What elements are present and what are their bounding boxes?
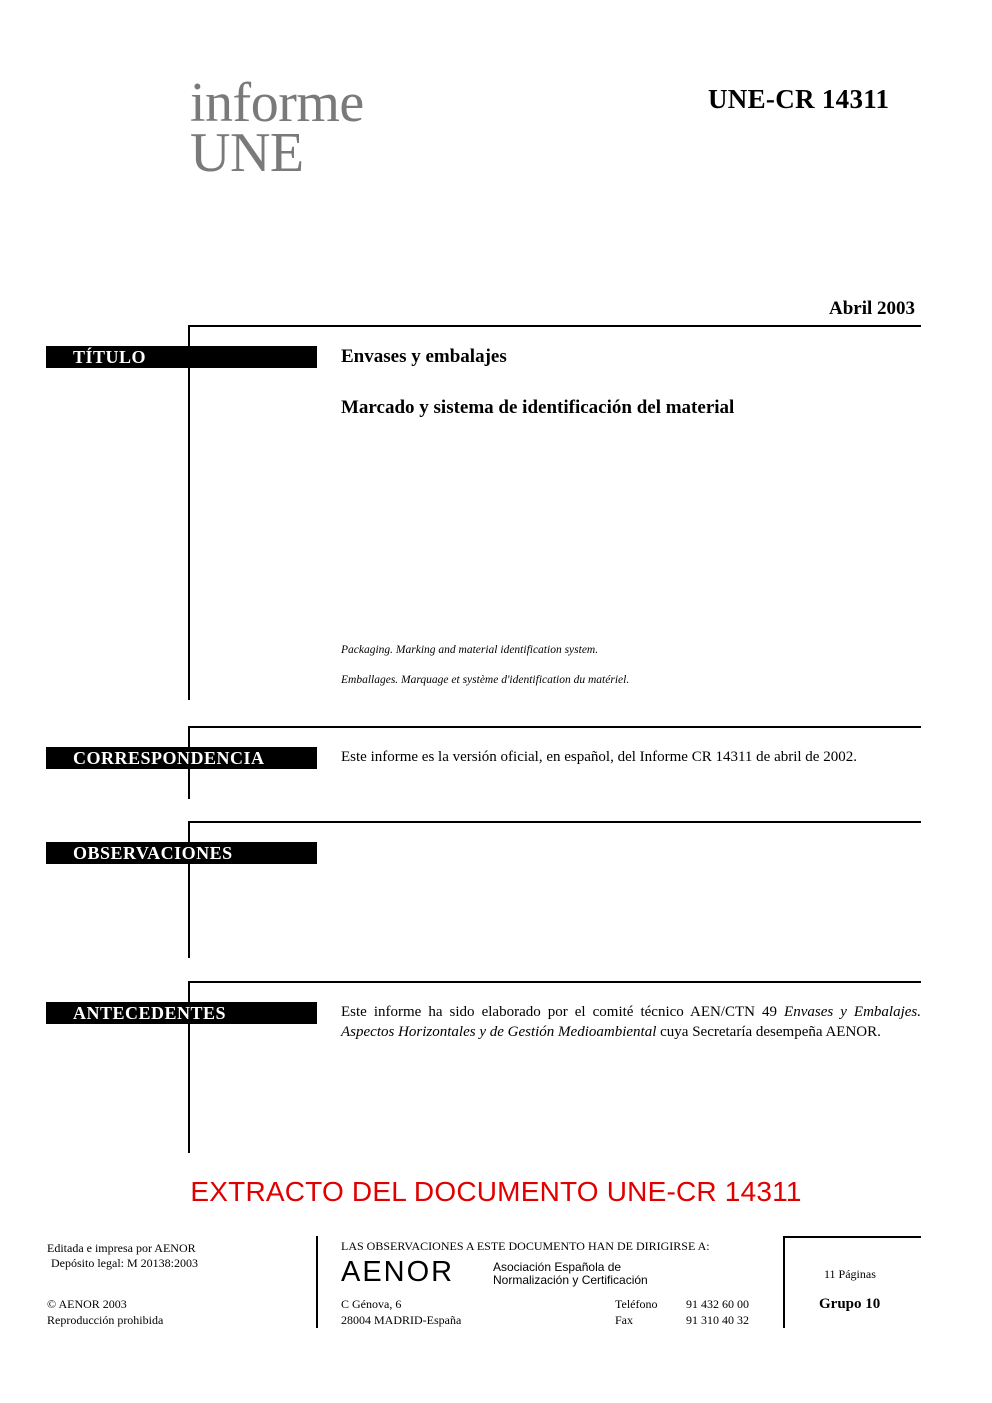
edited-by: Editada e impresa por AENOR	[47, 1241, 196, 1255]
divider-correspondencia	[188, 726, 921, 728]
correspondencia-text: Este informe es la versión oficial, en español, del Informe CR 14311 de abril de 2002.	[341, 749, 857, 765]
brand-line-une: UNE	[190, 122, 304, 184]
copyright: © AENOR 2003	[47, 1297, 127, 1311]
section-label-observaciones: OBSERVACIONES	[46, 842, 317, 864]
title-french: Emballages. Marquage et système d'identification du matériel.	[341, 674, 630, 686]
antecedentes-text	[341, 1002, 921, 1042]
fax-number: 91 310 40 32	[686, 1313, 749, 1327]
committee-name: Envases y Embalajes. Aspectos Horizontales y de Gestión Medioambiental	[341, 1004, 921, 1040]
address-street: C Génova, 6	[341, 1297, 402, 1311]
publication-date: Abril 2003	[829, 298, 916, 319]
frame-line-titulo	[188, 325, 190, 700]
divider-titulo	[188, 325, 921, 327]
divider-observaciones	[188, 821, 921, 823]
title-sub: Marcado y sistema de identificación del material	[341, 397, 735, 418]
document-number: UNE-CR 14311	[708, 84, 890, 114]
divider-antecedentes	[188, 981, 921, 983]
title-english: Packaging. Marking and material identification system.	[341, 644, 599, 656]
aenor-logo: AENOR	[341, 1256, 455, 1288]
page-count: 11 Páginas	[824, 1267, 876, 1281]
report-brand	[190, 72, 364, 184]
organization-name-line2: Normalización y Certificación	[493, 1273, 648, 1287]
section-label-titulo: TÍTULO	[46, 346, 317, 368]
section-label-antecedentes: ANTECEDENTES	[46, 1002, 317, 1024]
address-city: 28004 MADRID-España	[341, 1313, 462, 1327]
section-label-correspondencia: CORRESPONDENCIA	[46, 747, 317, 769]
reproduction-notice: Reproducción prohibida	[47, 1313, 164, 1327]
footer-divider-left	[316, 1236, 318, 1328]
price-group: Grupo 10	[819, 1296, 881, 1312]
footer-box-top	[783, 1236, 921, 1238]
fax-label: Fax	[615, 1313, 633, 1327]
title-main: Envases y embalajes	[341, 346, 507, 367]
organization-name-line1: Asociación Española de	[493, 1260, 622, 1274]
antecedentes-text-end: cuya Secretaría desempeña AENOR.	[656, 1024, 881, 1040]
legal-deposit: Depósito legal: M 20138:2003	[51, 1256, 198, 1270]
observations-heading: LAS OBSERVACIONES A ESTE DOCUMENTO HAN DE DIRIGIRSE A:	[341, 1239, 710, 1253]
organization-name	[493, 1261, 648, 1287]
extract-notice: EXTRACTO DEL DOCUMENTO UNE-CR 14311	[190, 1176, 802, 1207]
antecedentes-text-start: Este informe ha sido elaborado por el comité técnico AEN/CTN 49	[341, 1004, 785, 1020]
phone-label: Teléfono	[615, 1297, 658, 1311]
brand-line-informe: informe	[190, 72, 364, 134]
phone-number: 91 432 60 00	[686, 1297, 749, 1311]
footer-divider-right	[783, 1236, 785, 1328]
